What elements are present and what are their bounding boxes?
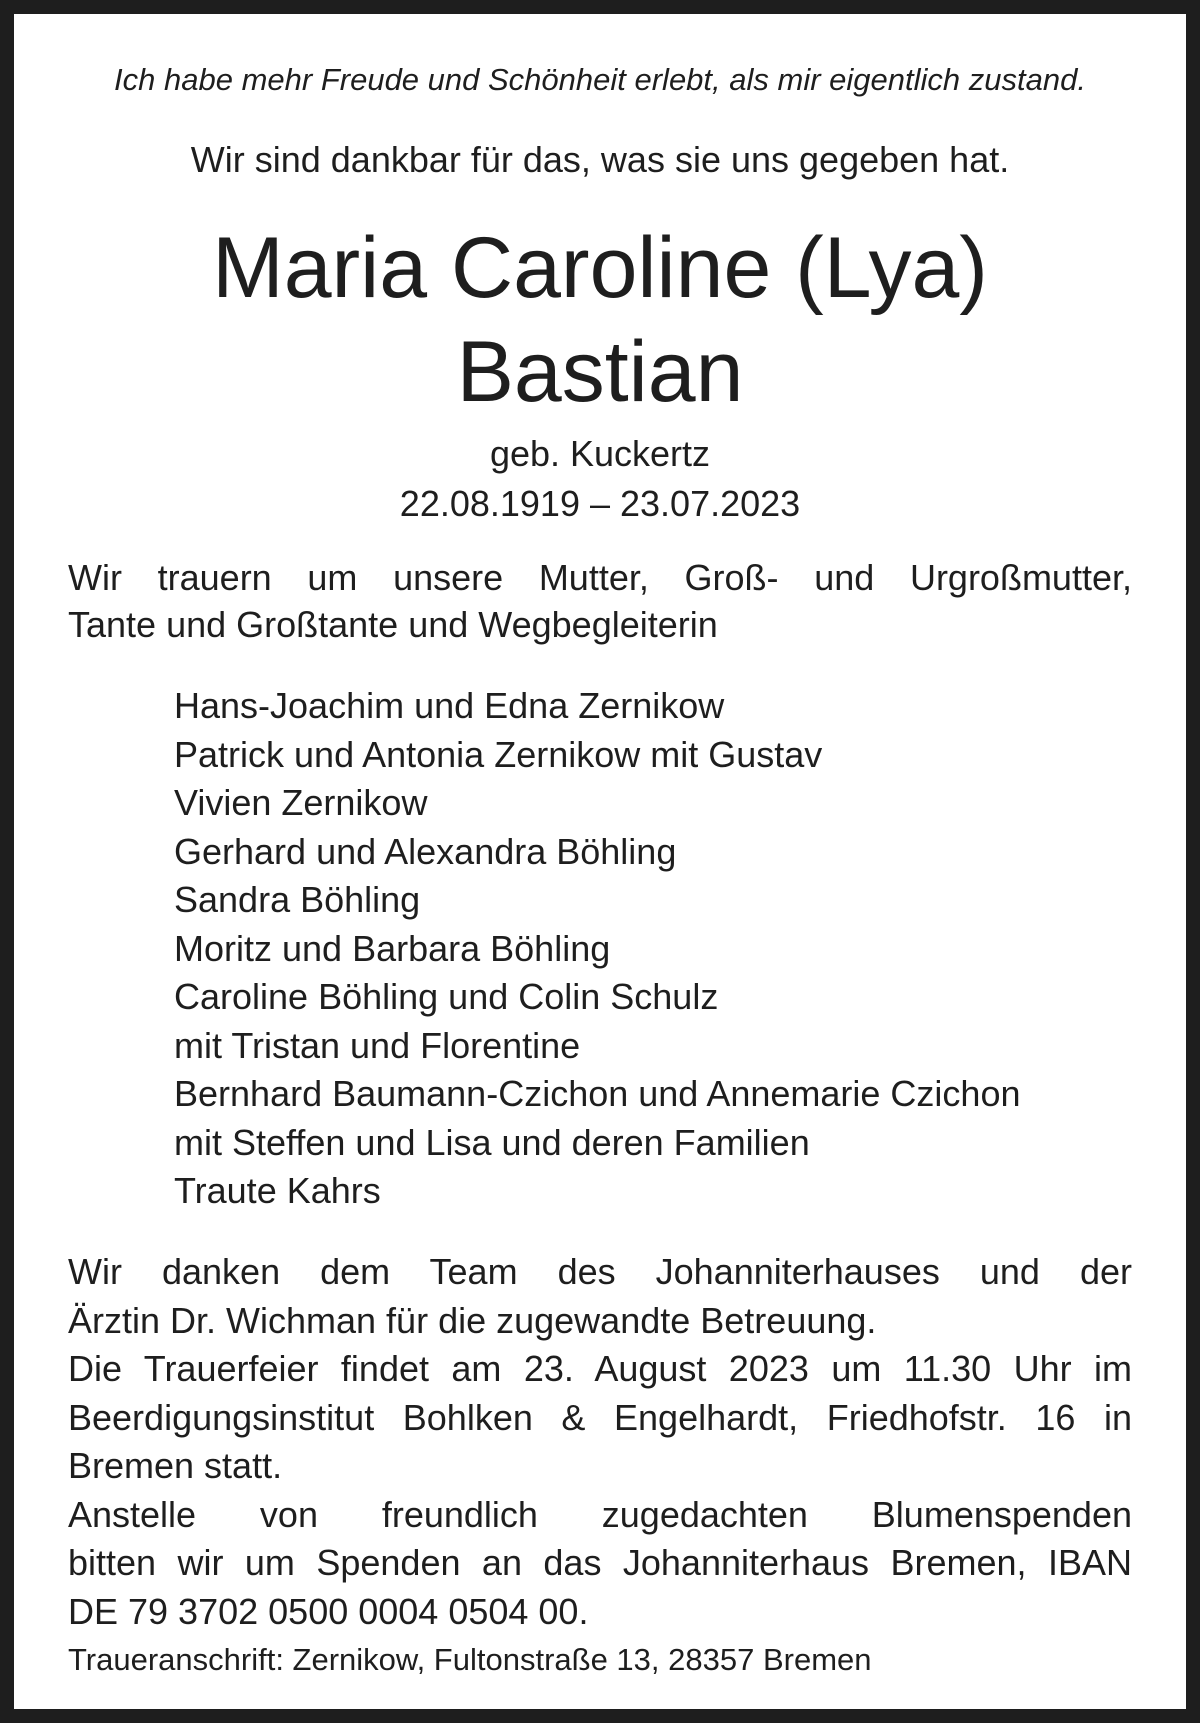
family-member: Vivien Zernikow (174, 782, 428, 823)
family-member: Bernhard Baumann-Czichon und Annemarie Czichon (174, 1073, 1021, 1114)
mourning-text (68, 554, 1132, 648)
motto-quote: Ich habe mehr Freude und Schönheit erlebt, als mir eigentlich zustand. (114, 62, 1086, 97)
donation-line-3: DE 79 3702 0500 0004 0504 00. (68, 1590, 589, 1632)
gratitude-line: Wir sind dankbar für das, was sie uns gegeben hat. (190, 139, 1010, 180)
maiden-name: geb. Kuckertz (489, 433, 711, 474)
family-member: Hans-Joachim und Edna Zernikow (174, 685, 725, 726)
family-member: Sandra Böhling (174, 879, 421, 920)
ceremony-line-3: Bremen statt. (68, 1445, 283, 1486)
ceremony-line-2: Beerdigungsinstitut Bohlken & Engelhardt, Friedhofstr. 16 in (68, 1396, 1132, 1438)
mourning-address: Traueranschrift: Zernikow, Fultonstraße 13, 28357 Bremen (68, 1642, 872, 1677)
deceased-name-first: Maria Caroline (Lya) (212, 220, 988, 316)
mourning-line-2: Tante und Großtante und Wegbegleiterin (68, 604, 718, 645)
family-member: Moritz und Barbara Böhling (174, 927, 611, 969)
family-member: Patrick und Antonia Zernikow mit Gustav (174, 733, 823, 775)
family-member: Traute Kahrs (174, 1170, 381, 1211)
donation-line-2: bitten wir um Spenden an das Johanniterhaus Bremen, IBAN (68, 1542, 1132, 1583)
mourning-line-1: Wir trauern um unsere Mutter, Groß- und Urgroßmutter, (68, 557, 1132, 598)
family-member: mit Steffen und Lisa und deren Familien (174, 1121, 810, 1163)
donation-line-1: Anstelle von freundlich zugedachten Blumenspenden (68, 1493, 1132, 1535)
family-member: Gerhard und Alexandra Böhling (174, 830, 677, 872)
ceremony-line-1: Die Trauerfeier findet am 23. August 2023 um 11.30 Uhr im (68, 1348, 1132, 1389)
thanks-line-2: Ärztin Dr. Wichman für die zugewandte Betreuung. (68, 1299, 877, 1341)
closing-text (68, 1248, 1132, 1636)
family-list (174, 682, 1132, 1216)
deceased-name (68, 216, 1132, 424)
deceased-name-last: Bastian (456, 324, 744, 420)
family-member: Caroline Böhling und Colin Schulz (174, 976, 719, 1017)
family-member: mit Tristan und Florentine (174, 1024, 581, 1066)
thanks-line-1: Wir danken dem Team des Johanniterhauses und der (68, 1251, 1132, 1292)
life-dates: 22.08.1919 – 23.07.2023 (399, 483, 801, 524)
